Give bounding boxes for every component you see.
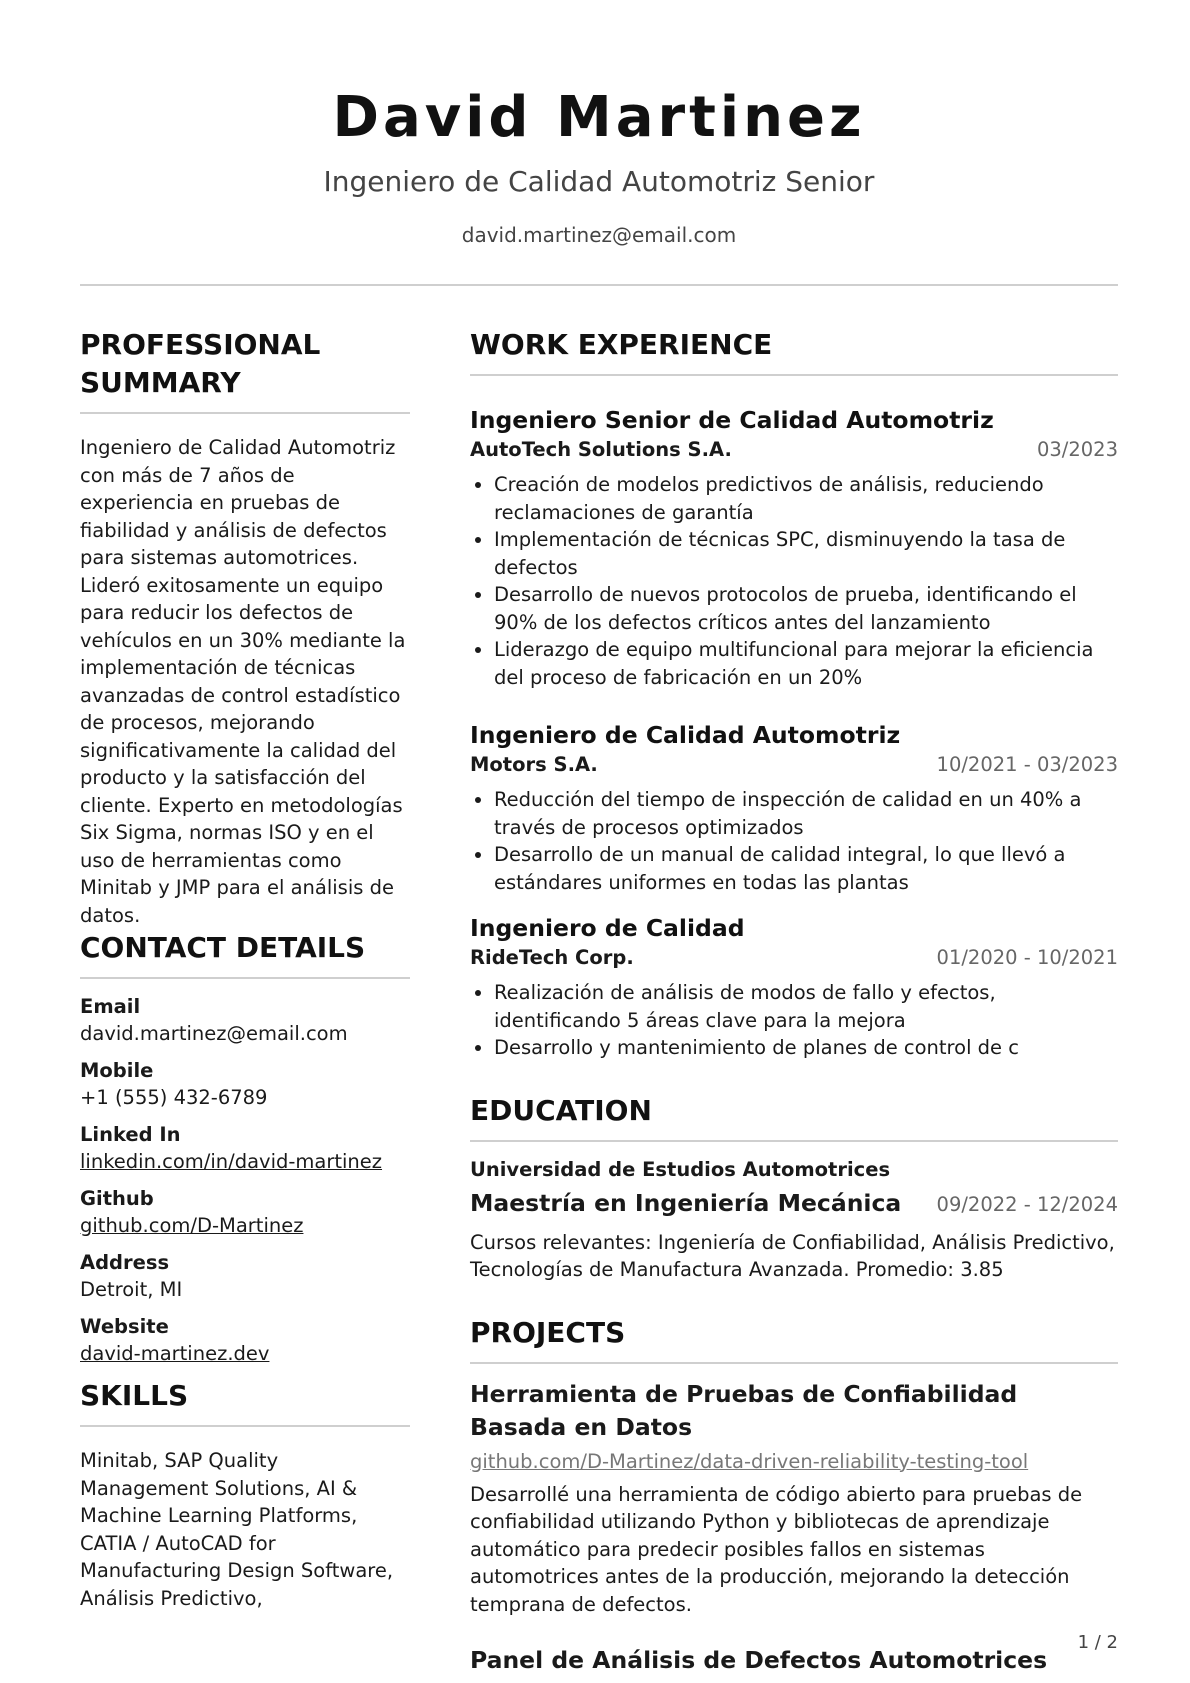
skills-heading: SKILLS bbox=[80, 1379, 189, 1412]
school-name: Universidad de Estudios Automotrices bbox=[470, 1157, 891, 1181]
header-divider bbox=[80, 284, 1118, 286]
contact-list bbox=[80, 993, 410, 1367]
section-divider bbox=[80, 412, 410, 414]
project-link[interactable]: github.com/D-Martinez/data-driven-reliability-testing-tool bbox=[470, 1449, 1029, 1473]
project-title: Panel de Análisis de Defectos Automotrices bbox=[470, 1646, 1048, 1674]
header-email[interactable]: david.martinez@email.com bbox=[461, 223, 737, 247]
bullet-item: • Desarrollo de nuevos protocolos de prueba, identificando el 90% de los defectos críticos antes del lanzamiento bbox=[494, 581, 1118, 636]
candidate-title: Ingeniero de Calidad Automotriz Senior bbox=[323, 165, 875, 198]
job-entry bbox=[470, 404, 1118, 691]
job-title: Ingeniero Senior de Calidad Automotriz bbox=[470, 406, 994, 434]
contact-value: Detroit, MI bbox=[80, 1278, 183, 1301]
job-meta bbox=[470, 944, 1118, 971]
website-link[interactable]: david-martinez.dev bbox=[80, 1342, 270, 1365]
job-date: 01/2020 - 10/2021 bbox=[936, 946, 1118, 969]
bullet-item: • Realización de análisis de modos de fallo y efectos, identificando 5 áreas clave para la mejora bbox=[494, 979, 1118, 1034]
company-name: RideTech Corp. bbox=[470, 946, 634, 969]
summary-text: Ingeniero de Calidad Automotriz con más de 7 años de experiencia en pruebas de fiabilidad y análisis de defectos para sistemas automotrices. Lideró exitosamente un equipo para reducir los defectos de vehículos en un 30% mediante la implementación de técnicas avanzadas de control estadístico de procesos, mejorando significativamente la calidad del producto y la satisfacción del cliente. Experto en metodologías Six Sigma, normas ISO y en el uso de herramientas como Minitab y JMP para el análisis de datos. bbox=[80, 436, 406, 927]
contact-label: Email bbox=[80, 995, 141, 1018]
degree-row bbox=[470, 1187, 1118, 1219]
contact-value[interactable]: david.martinez@email.com bbox=[80, 1022, 348, 1045]
bullet-item: • Implementación de técnicas SPC, disminuyendo la tasa de defectos bbox=[494, 526, 1118, 581]
job-entry bbox=[470, 912, 1118, 1062]
contact-label: Mobile bbox=[80, 1059, 154, 1082]
company-name: Motors S.A. bbox=[470, 753, 598, 776]
page-number: 1 / 2 bbox=[1077, 1632, 1118, 1653]
github-link[interactable]: github.com/D-Martinez bbox=[80, 1214, 304, 1237]
education-details: Cursos relevantes: Ingeniería de Confiabilidad, Análisis Predictivo, Tecnologías de Manufactura Avanzada. Promedio: 3.85 bbox=[470, 1230, 1115, 1281]
contact-label: Linked In bbox=[80, 1123, 181, 1146]
bullet-item: • Liderazgo de equipo multifuncional para mejorar la eficiencia del proceso de fabricación en un 20% bbox=[494, 636, 1118, 691]
contact-mobile bbox=[80, 1057, 410, 1111]
section-divider bbox=[470, 374, 1118, 376]
job-meta bbox=[470, 436, 1118, 463]
section-divider bbox=[470, 1140, 1118, 1142]
candidate-name: David Martinez bbox=[332, 85, 866, 150]
job-title: Ingeniero de Calidad Automotriz bbox=[470, 721, 901, 749]
job-bullets bbox=[470, 471, 1118, 691]
job-entry bbox=[470, 719, 1118, 896]
job-meta bbox=[470, 751, 1118, 778]
bullet-item: • Desarrollo y mantenimiento de planes de control de c bbox=[494, 1034, 1118, 1062]
skills-text: Minitab, SAP Quality Management Solutions, AI & Machine Learning Platforms, CATIA / AutoCAD for Manufacturing Design Software, Análisis Predictivo, bbox=[80, 1449, 394, 1610]
resume-header bbox=[80, 80, 1118, 248]
job-date: 03/2023 bbox=[1036, 438, 1118, 461]
left-column bbox=[80, 326, 410, 1612]
contact-value: +1 (555) 432-6789 bbox=[80, 1086, 268, 1109]
section-divider bbox=[470, 1362, 1118, 1364]
contact-github bbox=[80, 1185, 410, 1239]
job-bullets bbox=[470, 786, 1118, 896]
bullet-item: • Reducción del tiempo de inspección de calidad en un 40% a través de procesos optimizados bbox=[494, 786, 1118, 841]
job-bullets bbox=[470, 979, 1118, 1062]
bullet-item: • Desarrollo de un manual de calidad integral, lo que llevó a estándares uniformes en todas las plantas bbox=[494, 841, 1118, 896]
contact-heading: CONTACT DETAILS bbox=[80, 931, 366, 964]
degree-name: Maestría en Ingeniería Mecánica bbox=[470, 1188, 902, 1217]
contact-address bbox=[80, 1249, 410, 1303]
contact-website bbox=[80, 1313, 410, 1367]
education-heading: EDUCATION bbox=[470, 1093, 652, 1127]
summary-heading: PROFESSIONAL SUMMARY bbox=[80, 328, 321, 399]
project-description: Desarrollé una herramienta de código abierto para pruebas de confiabilidad utilizando Python y bibliotecas de aprendizaje automático para predecir posibles fallos en sistemas automotrices antes de la producción, mejorando la detección temprana de defectos. bbox=[470, 1482, 1083, 1616]
contact-label: Website bbox=[80, 1315, 169, 1338]
right-column bbox=[470, 326, 1118, 1677]
experience-heading: WORK EXPERIENCE bbox=[470, 328, 773, 361]
bullet-item: • Creación de modelos predictivos de análisis, reduciendo reclamaciones de garantía bbox=[494, 471, 1118, 526]
contact-linkedin bbox=[80, 1121, 410, 1175]
education-date: 09/2022 - 12/2024 bbox=[936, 1192, 1118, 1216]
job-title: Ingeniero de Calidad bbox=[470, 914, 745, 942]
projects-heading: PROJECTS bbox=[470, 1315, 626, 1349]
contact-email bbox=[80, 993, 410, 1047]
company-name: AutoTech Solutions S.A. bbox=[470, 438, 732, 461]
section-divider bbox=[80, 977, 410, 979]
linkedin-link[interactable]: linkedin.com/in/david-martinez bbox=[80, 1150, 383, 1173]
contact-label: Github bbox=[80, 1187, 154, 1210]
contact-label: Address bbox=[80, 1251, 170, 1274]
project-title: Herramienta de Pruebas de Confiabilidad Basada en Datos bbox=[470, 1379, 1018, 1441]
job-date: 10/2021 - 03/2023 bbox=[936, 753, 1118, 776]
section-divider bbox=[80, 1425, 410, 1427]
